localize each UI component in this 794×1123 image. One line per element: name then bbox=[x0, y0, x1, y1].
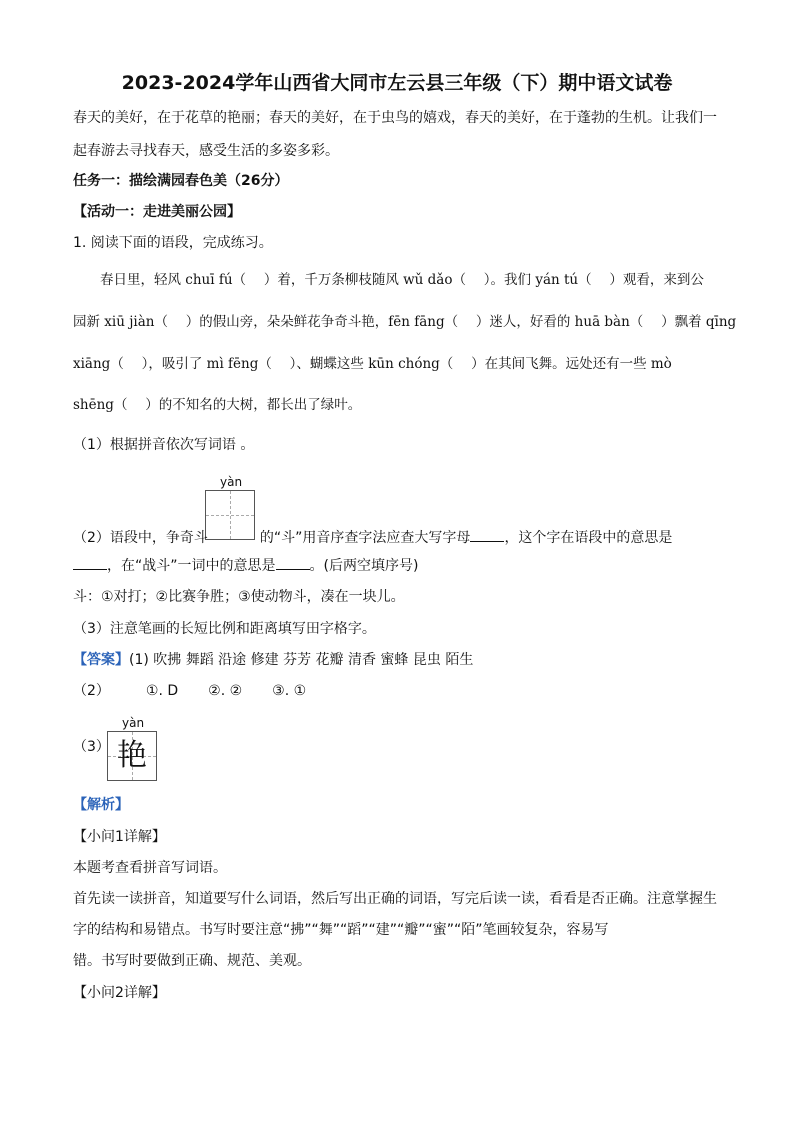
intro-line-1: 春天的美好，在于花草的艳丽；春天的美好，在于虫鸟的嬉戏，春天的美好，在于蓬勃的生机。让我们一 bbox=[73, 110, 717, 126]
answer-3-char: 艳 bbox=[117, 738, 147, 773]
answer-3-label: （3） bbox=[73, 739, 110, 755]
detail-2-label: 【小问2详解】 bbox=[73, 985, 166, 1001]
detail-1-line-2: 首先读一读拼音，知道要写什么词语，然后写出正确的词语，写完后读一读，看看是否正确。注意掌握生 bbox=[73, 891, 717, 907]
answer-grid-box bbox=[107, 731, 157, 781]
blank-2[interactable] bbox=[73, 555, 107, 570]
sub2-part-1: （2）语段中，争奇斗 bbox=[73, 530, 208, 546]
passage-line-2: 园新 xiū jiàn（ ）的假山旁，朵朵鲜花争奇斗艳，fēn fāng（ ）迷人，好看的 huā bàn（ ）飘着 qīng bbox=[73, 314, 737, 330]
answer-line-1 bbox=[73, 650, 473, 670]
dou-meanings: 斗：①对打；②比赛争胜；③使动物斗，凑在一块儿。 bbox=[73, 589, 405, 605]
detail-1-line-1: 本题考查看拼音写词语。 bbox=[73, 860, 227, 876]
answer-2-option-1: ①. D bbox=[145, 683, 179, 699]
answer-line-2 bbox=[73, 681, 336, 701]
blank-3[interactable] bbox=[276, 555, 310, 570]
sub2-part-4: ，在“战斗”一词中的意思是 bbox=[107, 558, 276, 574]
intro-line-2: 起春游去寻找春天，感受生活的多姿多彩。 bbox=[73, 143, 339, 159]
answer-2-label: （2） bbox=[73, 683, 110, 699]
passage-line-4: shēng（ ）的不知名的大树，都长出了绿叶。 bbox=[73, 397, 362, 413]
question-1-stem: 1. 阅读下面的语段，完成练习。 bbox=[73, 235, 273, 251]
sub-question-2-line-1 bbox=[73, 527, 672, 548]
detail-1-line-4: 错。书写时要做到正确、规范、美观。 bbox=[73, 953, 311, 969]
page-title: 2023-2024学年山西省大同市左云县三年级（下）期中语文试卷 bbox=[121, 72, 673, 94]
answer-3-pinyin: yàn bbox=[122, 716, 145, 730]
answer-2-option-2: ②. ② bbox=[208, 683, 243, 699]
detail-1-label: 【小问1详解】 bbox=[73, 829, 166, 845]
sub2-part-2: 的“斗”用音序查字法应查大写字母 bbox=[259, 530, 471, 546]
sub-question-3: （3）注意笔画的长短比例和距离填写田字格字。 bbox=[73, 621, 376, 637]
task-heading: 任务一：描绘满园春色美（26分） bbox=[73, 173, 289, 189]
sub2-part-3: ，这个字在语段中的意思是 bbox=[504, 530, 673, 546]
answer-1: (1) 吹拂 舞蹈 沿途 修建 芬芳 花瓣 清香 蜜蜂 昆虫 陌生 bbox=[129, 652, 474, 668]
passage-line-1: 春日里，轻风 chuī fú（ ）着，千万条柳枝随风 wǔ dǎo（ ）。我们 yán tú（ ）观看，来到公 bbox=[100, 272, 704, 288]
grid-pinyin: yàn bbox=[220, 475, 243, 489]
answer-label: 【答案】 bbox=[73, 652, 129, 668]
blank-1[interactable] bbox=[470, 527, 504, 542]
passage-line-3: xiāng（ ），吸引了 mì fēng（ ）、蝴蝶这些 kūn chóng（ ）在其间飞舞。远处还有一些 mò bbox=[73, 356, 672, 372]
analysis-label: 【解析】 bbox=[73, 797, 129, 813]
detail-1-line-3: 字的结构和易错点。书写时要注意“拂”“舞”“蹈”“建”“瓣”“蜜”“陌”笔画较复杂，容易写 bbox=[73, 922, 609, 938]
sub2-part-5: 。(后两空填序号) bbox=[309, 558, 419, 574]
sub-question-2-line-2 bbox=[73, 555, 418, 576]
activity-heading: 【活动一：走进美丽公园】 bbox=[73, 204, 241, 220]
answer-2-option-3: ③. ① bbox=[272, 683, 307, 699]
sub-question-1: （1）根据拼音依次写词语 。 bbox=[73, 437, 255, 453]
